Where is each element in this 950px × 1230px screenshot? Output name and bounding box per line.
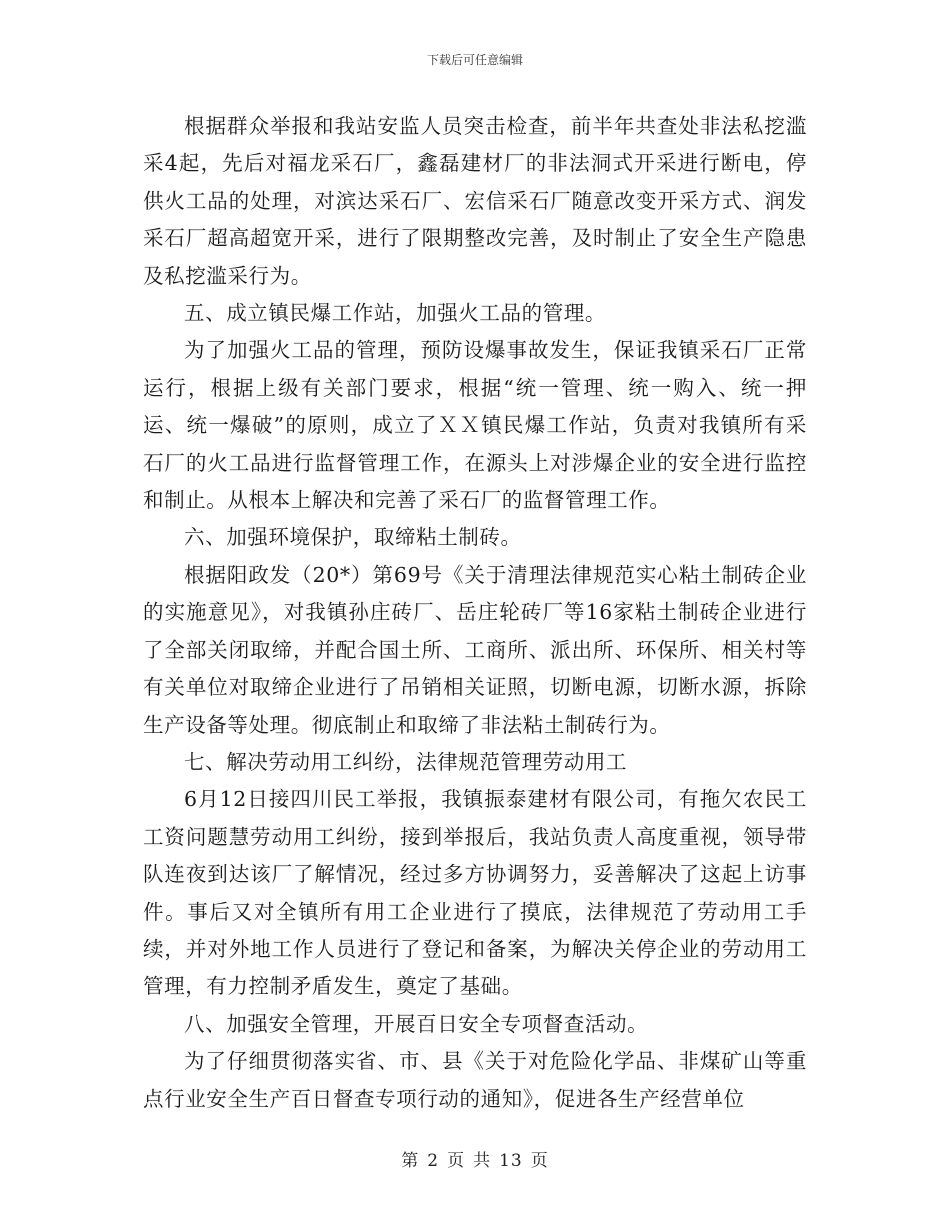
document-body [143,108,807,1118]
section-heading: 六、加强环境保护，取缔粘土制砖。 [184,525,522,550]
paragraph: 根据阳政发（20*）第69号《关于清理法律规范实心粘土制砖企业的实施意见》，对我镇孙庄砖厂、岳庄轮砖厂等16家粘土制砖企业进行了全部关闭取缔，并配合国土所、工商所、派出所、环保所、相关村等有关单位对取缔企业进行了吊销相关证照，切断电源，切断水源，拆除生产设备等处理。彻底制止和取缔了非法粘土制砖行为。 [143,562,807,737]
section-heading: 八、加强安全管理，开展百日安全专项督查活动。 [184,1011,649,1036]
section-heading: 七、解决劳动用工纠纷，法律规范管理劳动用工 [184,749,628,774]
page-footer [0,1150,950,1172]
paragraph: 6月12日接四川民工举报，我镇振泰建材有限公司，有拖欠农民工工资问题慧劳动用工纠纷，接到举报后，我站负责人高度重视，领导带队连夜到达该厂了解情况，经过多方协调努力，妥善解决了这起上访事件。事后又对全镇所有用工企业进行了摸底，法律规范了劳动用工手续，并对外地工作人员进行了登记和备案，为解决关停企业的劳动用工管理，有力控制矛盾发生，奠定了基础。 [143,787,807,999]
current-page-number: 2 [427,1151,440,1171]
total-label: 共 [473,1151,492,1171]
paragraph: 根据群众举报和我站安监人员突击检查，前半年共查处非法私挖滥采4起，先后对福龙采石厂，鑫磊建材厂的非法洞式开采进行断电，停供火工品的处理，对滨达采石厂、宏信采石厂随意改变开采方式、润发采石厂超高超宽开采，进行了限期整改完善，及时制止了安全生产隐患及私挖滥采行为。 [143,114,807,288]
section-heading: 五、成立镇民爆工作站，加强火工品的管理。 [184,301,606,326]
page-label-suffix: 页 [530,1151,549,1171]
page-label-prefix: 第 [401,1151,420,1171]
page-header: 下载后可任意编辑 [426,53,523,67]
page-label-mid: 页 [447,1151,466,1171]
total-pages-number: 13 [499,1151,523,1171]
paragraph: 为了加强火工品的管理，预防设爆事故发生，保证我镇采石厂正常运行，根据上级有关部门要求，根据“统一管理、统一购入、统一押运、统一爆破”的原则，成立了ＸＸ镇民爆工作站，负责对我镇所有采石厂的火工品进行监督管理工作，在源头上对涉爆企业的安全进行监控和制止。从根本上解决和完善了采石厂的监督管理工作。 [143,338,807,513]
paragraph: 为了仔细贯彻落实省、市、县《关于对危险化学品、非煤矿山等重点行业安全生产百日督查专项行动的通知》，促进各生产经营单位 [143,1049,807,1111]
